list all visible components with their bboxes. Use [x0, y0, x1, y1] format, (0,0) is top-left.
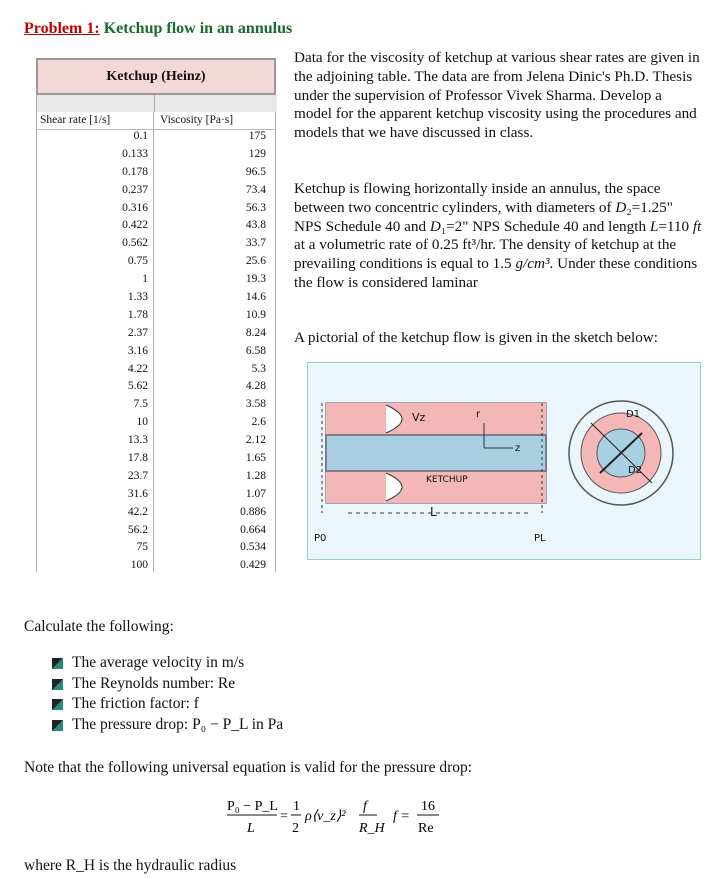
viscosity-cell: 1.07 — [245, 487, 266, 500]
shear-rate-cell: 5.62 — [127, 380, 148, 393]
table-row — [36, 559, 276, 577]
eq-re-den: Re — [418, 821, 434, 836]
shear-rate-cell: 0.178 — [122, 165, 148, 178]
task-text: The average velocity in m/s — [72, 654, 245, 671]
viscosity-cell: 43.8 — [245, 219, 266, 232]
where-text: where R_H is the hydraulic radius — [24, 857, 237, 874]
shear-rate-cell: 0.316 — [122, 201, 148, 214]
shear-rate-cell: 23.7 — [127, 469, 148, 482]
paragraph-problem: Ketchup is flowing horizontally inside an annulus, the space between two concentric cylinders, with diameters of D₂=1.25" NPS Schedule 40 and D₁=2" NPS Schedule 40 and length L=110 ft at a volumetric rate of 0.25 ft³/hr. The density of ketchup at the prevailing conditions is equal to 1.5 g/cm³. Under these conditions the flow is considered laminar — [294, 180, 702, 291]
note-text: Note that the following universal equation is valid for the pressure drop: — [24, 759, 473, 776]
svg-text:=: = — [280, 809, 288, 824]
table-row — [36, 345, 276, 363]
paragraph-data: Data for the viscosity of ketchup at various shear rates are given in the adjoining table. The data are from Jelena Dinic's Ph.D. Thesis under the supervision of Professor Vivek Sharma. Develop a model for the apparent ketchup viscosity using the procedures and models that we have discussed in class. — [294, 49, 700, 142]
shear-rate-cell: 56.2 — [127, 523, 148, 536]
table-row — [36, 470, 276, 488]
shear-rate-cell: 31.6 — [127, 487, 148, 500]
table-row — [36, 541, 276, 559]
table-row — [36, 184, 276, 202]
table-row — [36, 416, 276, 434]
viscosity-cell: 0.886 — [240, 505, 266, 518]
bullet-icon — [52, 720, 63, 731]
table-row — [36, 255, 276, 273]
viscosity-cell: 14.6 — [245, 291, 266, 304]
viscosity-cell: 129 — [248, 147, 266, 160]
shear-rate-cell: 7.5 — [133, 398, 148, 411]
viscosity-cell: 0.429 — [240, 559, 266, 572]
problem-number: Problem 1: — [24, 20, 100, 37]
task-item — [52, 675, 283, 696]
length-label: L — [430, 505, 437, 519]
z-label: z — [515, 443, 521, 454]
col-shear-rate: Shear rate [1/s] — [40, 114, 111, 126]
p0-label: P0 — [314, 533, 327, 544]
pressure-equation — [225, 792, 475, 842]
viscosity-cell: 19.3 — [245, 273, 266, 286]
viscosity-cell: 73.4 — [245, 183, 266, 196]
table-heading: Ketchup (Heinz) — [36, 58, 276, 95]
eq-lhs-num: P₀ − P_L — [227, 799, 278, 814]
col-viscosity: Viscosity [Pa·s] — [160, 114, 234, 126]
task-list — [52, 654, 283, 736]
annulus-sketch — [307, 362, 701, 560]
table-row — [36, 398, 276, 416]
pl-label: PL — [534, 533, 546, 544]
viscosity-cell: 6.58 — [245, 344, 266, 357]
viscosity-cell: 25.6 — [245, 255, 266, 268]
eq-rho-v: ρ⟨v_z⟩² — [305, 809, 346, 824]
viscosity-cell: 10.9 — [245, 308, 266, 321]
table-row — [36, 291, 276, 309]
viscosity-cell: 4.28 — [245, 380, 266, 393]
r-label: r — [476, 409, 481, 420]
viscosity-cell: 1.65 — [245, 452, 266, 465]
viscosity-cell: 0.664 — [240, 523, 266, 536]
shear-rate-cell: 13.3 — [127, 434, 148, 447]
table-body — [36, 130, 276, 577]
table-row — [36, 130, 276, 148]
shear-rate-cell: 0.1 — [133, 130, 148, 142]
eq-half-num: 1 — [293, 799, 300, 814]
table-row — [36, 309, 276, 327]
shear-rate-cell: 10 — [136, 416, 148, 429]
viscosity-cell: 96.5 — [245, 165, 266, 178]
eq-half-den: 2 — [292, 821, 299, 836]
table-row — [36, 434, 276, 452]
bullet-icon — [52, 658, 63, 669]
table-spacer — [36, 95, 277, 112]
task-text: The Reynolds number: Re — [72, 674, 236, 692]
vz-label: Vz — [412, 411, 426, 424]
task-text: The pressure drop: P₀ − P_L in Pa — [72, 715, 284, 733]
viscosity-cell: 5.3 — [251, 362, 266, 375]
shear-rate-cell: 0.133 — [122, 147, 148, 160]
viscosity-cell: 3.58 — [245, 398, 266, 411]
shear-rate-cell: 3.16 — [127, 344, 148, 357]
eq-f-num: f — [363, 799, 367, 814]
table-row — [36, 452, 276, 470]
task-item — [52, 695, 283, 716]
paragraph-sketch-intro: A pictorial of the ketchup flow is given in the sketch below: — [294, 329, 658, 346]
eq-lhs-den: L — [247, 821, 255, 836]
d1-label: D1 — [626, 409, 641, 420]
table-row — [36, 202, 276, 220]
shear-rate-cell: 2.37 — [127, 326, 148, 339]
shear-rate-cell: 0.562 — [122, 237, 148, 250]
shear-rate-cell: 1 — [142, 273, 148, 286]
task-text: The friction factor: f — [72, 695, 199, 712]
table-row — [36, 327, 276, 345]
viscosity-cell: 33.7 — [245, 237, 266, 250]
table-row — [36, 380, 276, 398]
shear-rate-cell: 0.422 — [122, 219, 148, 232]
viscosity-cell: 0.534 — [240, 541, 266, 554]
problem-title — [24, 20, 292, 38]
shear-rate-cell: 4.22 — [127, 362, 148, 375]
table-row — [36, 166, 276, 184]
eq-f-eq: f = — [393, 809, 410, 824]
viscosity-cell: 175 — [248, 130, 266, 142]
task-item — [52, 654, 283, 675]
shear-rate-cell: 0.75 — [127, 255, 148, 268]
table-row — [36, 363, 276, 381]
shear-rate-cell: 100 — [130, 559, 148, 572]
viscosity-cell: 2.6 — [251, 416, 266, 429]
viscosity-cell: 2.12 — [245, 434, 266, 447]
table-row — [36, 148, 276, 166]
shear-rate-cell: 42.2 — [127, 505, 148, 518]
ketchup-label: KETCHUP — [426, 475, 468, 485]
shear-rate-cell: 1.33 — [127, 291, 148, 304]
viscosity-cell: 1.28 — [245, 469, 266, 482]
table-row — [36, 219, 276, 237]
eq-f-den: R_H — [359, 821, 385, 836]
shear-rate-cell: 1.78 — [127, 308, 148, 321]
viscosity-cell: 8.24 — [245, 326, 266, 339]
eq-re-num: 16 — [421, 799, 435, 814]
d2-label: D2 — [628, 465, 643, 476]
shear-rate-cell: 0.237 — [122, 183, 148, 196]
table-row — [36, 524, 276, 542]
bullet-icon — [52, 679, 63, 690]
table-row — [36, 237, 276, 255]
table-row — [36, 506, 276, 524]
problem-heading: Ketchup flow in an annulus — [103, 20, 293, 37]
table-row — [36, 273, 276, 291]
bullet-icon — [52, 699, 63, 710]
table-row — [36, 488, 276, 506]
calculate-intro: Calculate the following: — [24, 618, 174, 635]
viscosity-cell: 56.3 — [245, 201, 266, 214]
shear-rate-cell: 17.8 — [127, 452, 148, 465]
shear-rate-cell: 75 — [136, 541, 148, 554]
task-item — [52, 716, 283, 737]
